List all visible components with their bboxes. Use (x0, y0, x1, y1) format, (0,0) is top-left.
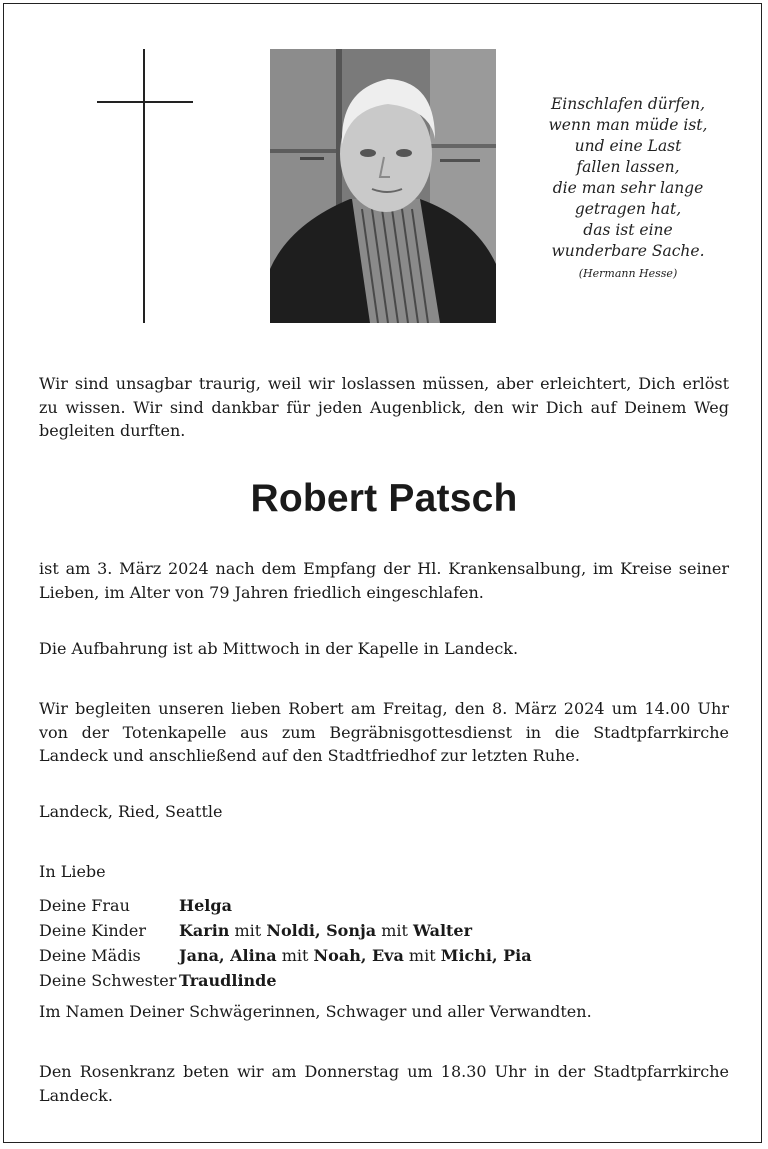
connector-text: mit (376, 921, 413, 940)
family-row (39, 943, 532, 968)
member-name: Michi, Pia (440, 946, 532, 965)
places-text: Landeck, Ried, Seattle (39, 802, 223, 821)
family-relation-label: Deine Schwester (39, 971, 177, 990)
quote-line: Einschlafen dürfen, (550, 95, 706, 113)
connector-text: mit (403, 946, 441, 965)
quote-line: fallen lassen, (576, 158, 680, 176)
member-name: Walter (413, 921, 473, 940)
rosary-text: Den Rosenkranz beten wir am Donnerstag um 18.30 Uhr in der Stadtpfarrkirche Landeck. (39, 1062, 729, 1105)
quote-line: die man sehr lange (552, 179, 704, 197)
deceased-name: Robert Patsch (250, 477, 518, 520)
member-name: Noldi, Sonja (266, 921, 377, 940)
family-members (179, 918, 472, 943)
family-row (39, 893, 532, 918)
quote-line: das ist eine (583, 221, 673, 239)
family-row (39, 968, 532, 993)
member-name: Noah, Eva (313, 946, 404, 965)
family-relation-label: Deine Kinder (39, 921, 147, 940)
family-members (179, 893, 232, 918)
family-members (179, 968, 277, 993)
hesse-quote (528, 94, 728, 286)
quote-line: getragen hat, (574, 200, 682, 218)
member-name: Jana, Alina (179, 946, 277, 965)
portrait-photo (270, 49, 496, 323)
member-name: Karin (179, 921, 230, 940)
member-name: Traudlinde (179, 971, 277, 990)
funeral-text: Wir begleiten unseren lieben Robert am Freitag, den 8. März 2024 um 14.00 Uhr von der Totenkapelle aus zum Begräbnisgottesdienst in die Stadtpfarrkirche Landeck und anschließend auf den Stadtfriedhof zur letzten Ruhe. (39, 699, 729, 765)
connector-text: mit (276, 946, 314, 965)
quote-line: und eine Last (574, 137, 682, 155)
family-members (179, 943, 532, 968)
quote-source: (Hermann Hesse) (578, 267, 678, 280)
family-row (39, 918, 532, 943)
death-notice-text: ist am 3. März 2024 nach dem Empfang der Hl. Krankensalbung, im Kreise seiner Lieben, im Alter von 79 Jahren friedlich eingeschlafen. (39, 559, 729, 602)
family-relation-label: Deine Frau (39, 896, 130, 915)
member-name: Helga (179, 896, 232, 915)
quote-line: wunderbare Sache. (551, 242, 705, 260)
family-relation-label: Deine Mädis (39, 946, 141, 965)
quote-line: wenn man müde ist, (548, 116, 708, 134)
connector-text: mit (229, 921, 267, 940)
intro-text: Wir sind unsagbar traurig, weil wir loslassen müssen, aber erleichtert, Dich erlöst zu wissen. Wir sind dankbar für jeden Augenblick, den wir Dich auf Deinem Weg begleiten durften. (39, 374, 729, 440)
viewing-text: Die Aufbahrung ist ab Mittwoch in der Kapelle in Landeck. (39, 639, 519, 658)
family-list (39, 893, 532, 993)
relatives-text: Im Namen Deiner Schwägerinnen, Schwager und aller Verwandten. (39, 1002, 592, 1021)
in-love-text: In Liebe (39, 862, 106, 881)
